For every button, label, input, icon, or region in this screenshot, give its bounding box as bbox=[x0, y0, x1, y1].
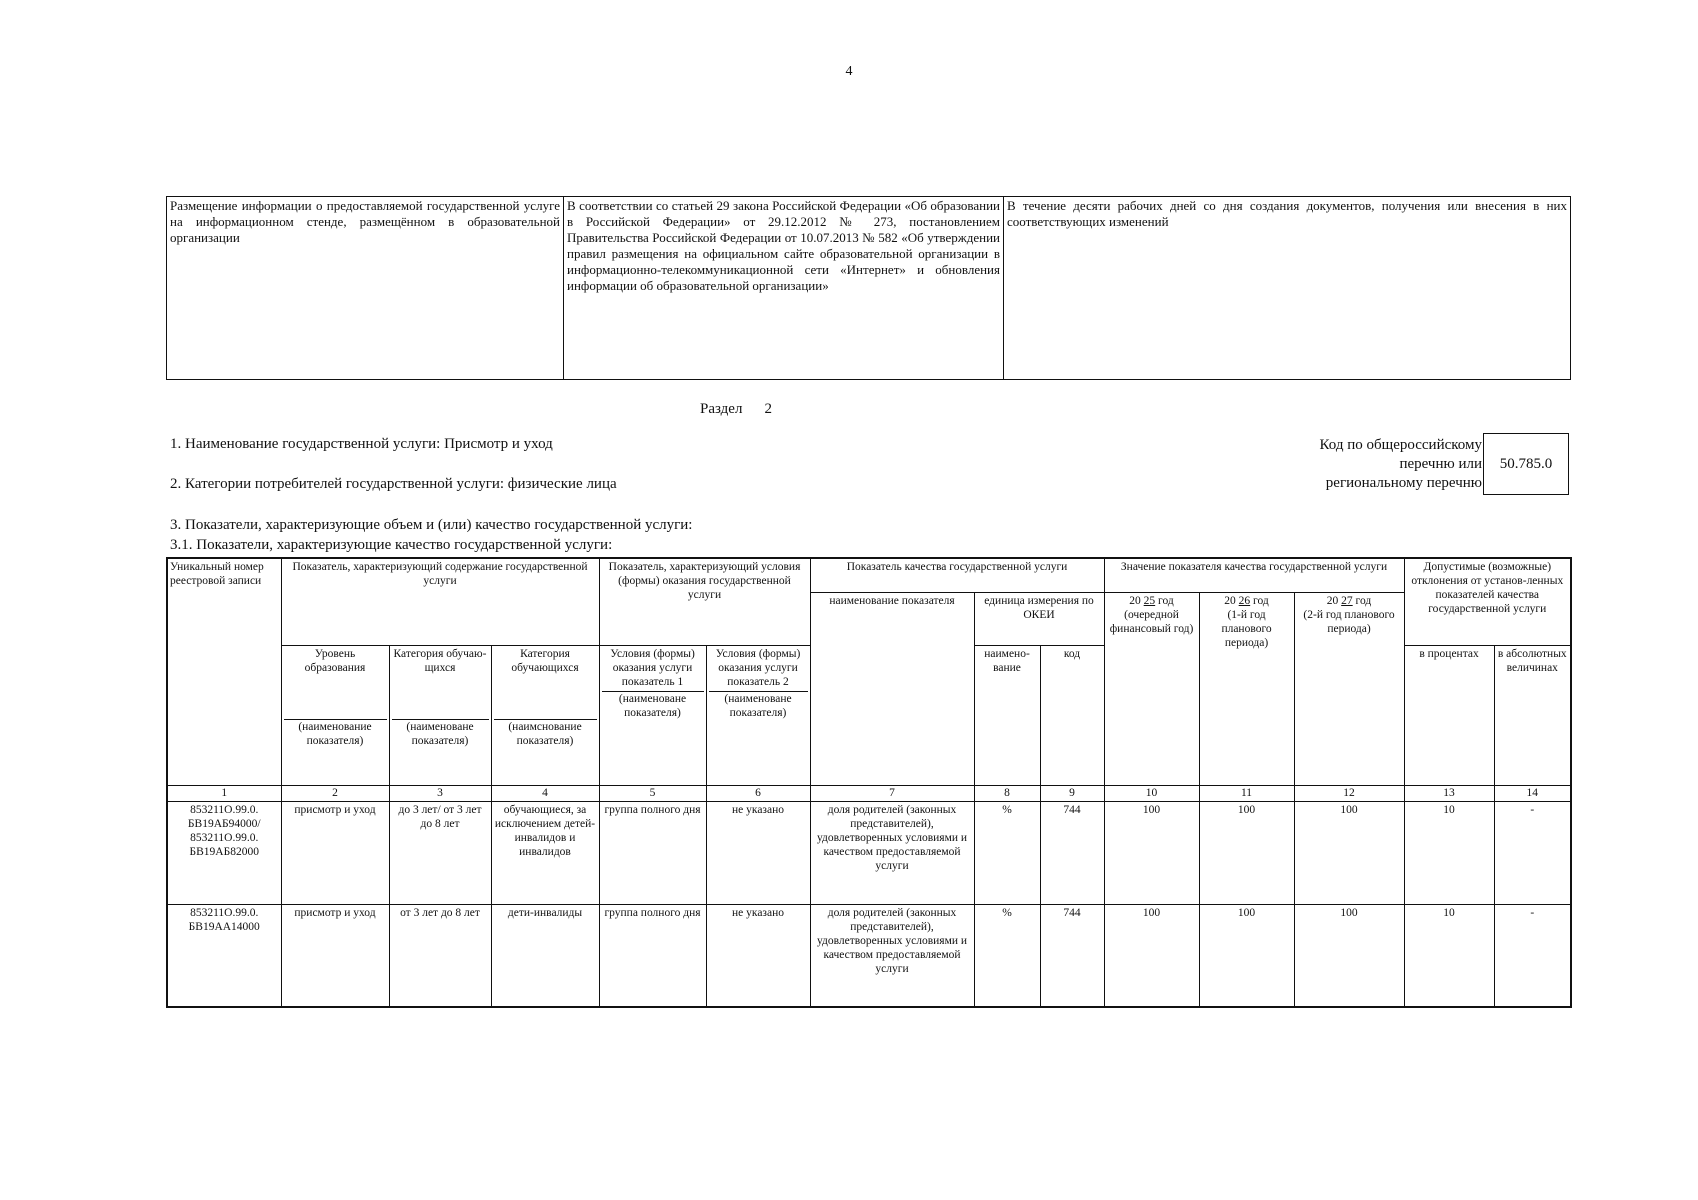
information-method-row bbox=[167, 197, 1571, 380]
value-year-1: 100 bbox=[1104, 904, 1199, 1007]
column-number: 14 bbox=[1494, 785, 1571, 801]
code-label-line: региональному перечню bbox=[1325, 475, 1482, 491]
update-frequency-cell: В течение десяти рабочих дней со дня создания документов, получения или внесения в них соответствующих изменений bbox=[1004, 197, 1571, 380]
deviation-absolute: - bbox=[1494, 801, 1571, 904]
header-year-1 bbox=[1104, 592, 1199, 785]
table-row bbox=[167, 904, 1571, 1007]
header-unique-number: Уникальный номер реестровой записи bbox=[167, 558, 281, 785]
column-number: 13 bbox=[1404, 785, 1494, 801]
information-method-table bbox=[166, 196, 1571, 380]
year-word: год bbox=[1158, 594, 1174, 607]
column-number: 8 bbox=[974, 785, 1040, 801]
indicator-name: доля родителей (законных представителей), удовлетворенных условиями и качеством предоставляемой услуги bbox=[810, 904, 974, 1007]
unit-code: 744 bbox=[1040, 801, 1104, 904]
registry-code-box: 50.785.0 bbox=[1483, 433, 1569, 495]
header-condition-2-note: (наименоване показателя) bbox=[709, 691, 808, 720]
code-label bbox=[1320, 436, 1482, 493]
service-form: группа полного дня bbox=[599, 904, 706, 1007]
column-number: 6 bbox=[706, 785, 810, 801]
value-year-2: 100 bbox=[1199, 801, 1294, 904]
section-title bbox=[700, 401, 772, 418]
registry-number: 853211О.99.0. БВ19АА14000 bbox=[167, 904, 281, 1007]
header-category-1-label: Категория обучаю-щихся bbox=[393, 647, 487, 674]
header-category-1-note: (наименоване показателя) bbox=[392, 719, 489, 748]
header-deviations: Допустимые (возможные) отклонения от установ-ленных показателей качества государственной услуги bbox=[1404, 558, 1571, 645]
code-label-line: Код по общероссийскому bbox=[1319, 437, 1482, 453]
student-age: до 3 лет/ от 3 лет до 8 лет bbox=[389, 801, 491, 904]
education-level: присмотр и уход bbox=[281, 801, 389, 904]
column-number: 9 bbox=[1040, 785, 1104, 801]
unit-name: % bbox=[974, 904, 1040, 1007]
condition-2: не указано bbox=[706, 801, 810, 904]
service-name: 1. Наименование государственной услуги: Присмотр и уход bbox=[170, 436, 553, 452]
header-condition-2 bbox=[706, 645, 810, 785]
information-content-cell: В соответствии со статьей 29 закона Российской Федерации «Об образовании в Российской Федерации» от 29.12.2012 № 273, постановлением Правительства Российской Федерации от 10.07.2013 № 582 «Об утверждении правил размещения на официальном сайте образовательной организации в информационно-телекоммуникационной сети «Интернет» и обновления информации об образовательной организации» bbox=[564, 197, 1004, 380]
column-number: 7 bbox=[810, 785, 974, 801]
column-number: 4 bbox=[491, 785, 599, 801]
value-year-1: 100 bbox=[1104, 801, 1199, 904]
header-category-2-note: (наимснование показателя) bbox=[494, 719, 597, 748]
value-year-2: 100 bbox=[1199, 904, 1294, 1007]
year-word: год bbox=[1253, 594, 1269, 607]
column-number: 3 bbox=[389, 785, 491, 801]
header-category-1 bbox=[389, 645, 491, 785]
header-quality-indicator: Показатель качества государственной услуги bbox=[810, 558, 1104, 592]
quality-indicators-table bbox=[166, 557, 1572, 1008]
registry-number: 853211О.99.0. БВ19АБ94000/ 853211О.99.0. БВ19АБ82000 bbox=[167, 801, 281, 904]
header-level-note: (наименование показателя) bbox=[284, 719, 387, 748]
column-number: 5 bbox=[599, 785, 706, 801]
value-year-3: 100 bbox=[1294, 904, 1404, 1007]
header-condition-1-label: Условия (формы) оказания услуги показатель 1 bbox=[610, 647, 695, 688]
year-note: (1-й год планового периода) bbox=[1221, 608, 1272, 649]
year-prefix: 20 bbox=[1326, 594, 1339, 607]
information-method-cell: Размещение информации о предоставляемой государственной услуге на информационном стенде, размещённом в образовательной организации bbox=[167, 197, 564, 380]
value-year-3: 100 bbox=[1294, 801, 1404, 904]
indicator-name: доля родителей (законных представителей), удовлетворенных условиями и качеством предоставляемой услуги bbox=[810, 801, 974, 904]
consumer-categories: 2. Категории потребителей государственной услуги: физические лица bbox=[170, 476, 617, 492]
unit-name: % bbox=[974, 801, 1040, 904]
header-condition-2-label: Условия (формы) оказания услуги показатель 2 bbox=[715, 647, 801, 688]
header-level-label: Уровень образования bbox=[304, 647, 366, 674]
deviation-percent: 10 bbox=[1404, 801, 1494, 904]
header-conditions-indicator: Показатель, характеризующий условия (формы) оказания государственной услуги bbox=[599, 558, 810, 645]
code-label-line: перечню или bbox=[1399, 456, 1482, 472]
column-number: 1 bbox=[167, 785, 281, 801]
student-category: обучающиеся, за исключением детей-инвалидов и инвалидов bbox=[491, 801, 599, 904]
student-category: дети-инвалиды bbox=[491, 904, 599, 1007]
column-number: 12 bbox=[1294, 785, 1404, 801]
condition-2: не указано bbox=[706, 904, 810, 1007]
year-word: год bbox=[1355, 594, 1372, 607]
header-year-3 bbox=[1294, 592, 1404, 785]
year-value: 25 bbox=[1143, 594, 1156, 607]
header-level bbox=[281, 645, 389, 785]
header-absolute: в абсолютных величинах bbox=[1494, 645, 1571, 785]
header-year-2 bbox=[1199, 592, 1294, 785]
column-number: 2 bbox=[281, 785, 389, 801]
section-label: Раздел bbox=[700, 401, 743, 417]
column-number: 11 bbox=[1199, 785, 1294, 801]
year-value: 26 bbox=[1238, 594, 1251, 607]
service-form: группа полного дня bbox=[599, 801, 706, 904]
year-note: (очередной финансовый год) bbox=[1109, 608, 1194, 635]
indicators-heading: 3. Показатели, характеризующие объем и (или) качество государственной услуги: bbox=[170, 517, 693, 533]
section-number: 2 bbox=[764, 401, 772, 417]
year-value: 27 bbox=[1341, 594, 1353, 607]
unit-code: 744 bbox=[1040, 904, 1104, 1007]
header-unit-name: наимено-вание bbox=[974, 645, 1040, 785]
education-level: присмотр и уход bbox=[281, 904, 389, 1007]
header-indicator-name: наименование показателя bbox=[810, 592, 974, 785]
header-condition-1 bbox=[599, 645, 706, 785]
header-condition-1-note: (наименоване показателя) bbox=[602, 691, 704, 720]
header-unit-okei: единица измерения по ОКЕИ bbox=[974, 592, 1104, 645]
header-category-2 bbox=[491, 645, 599, 785]
page-number: 4 bbox=[845, 64, 853, 79]
table-row bbox=[167, 801, 1571, 904]
deviation-absolute: - bbox=[1494, 904, 1571, 1007]
header-unit-code: код bbox=[1040, 645, 1104, 785]
header-percent: в процентах bbox=[1404, 645, 1494, 785]
column-number: 10 bbox=[1104, 785, 1199, 801]
student-age: от 3 лет до 8 лет bbox=[389, 904, 491, 1007]
year-prefix: 20 bbox=[1129, 594, 1141, 607]
quality-indicators-heading: 3.1. Показатели, характеризующие качество государственной услуги: bbox=[170, 537, 613, 553]
year-prefix: 20 bbox=[1224, 594, 1236, 607]
year-note: (2-й год планового периода) bbox=[1303, 608, 1395, 635]
header-quality-value: Значение показателя качества государственной услуги bbox=[1104, 558, 1404, 592]
deviation-percent: 10 bbox=[1404, 904, 1494, 1007]
header-category-2-label: Категория обучающихся bbox=[511, 647, 579, 674]
header-content-indicator: Показатель, характеризующий содержание государственной услуги bbox=[281, 558, 599, 645]
column-number-row bbox=[167, 785, 1571, 801]
